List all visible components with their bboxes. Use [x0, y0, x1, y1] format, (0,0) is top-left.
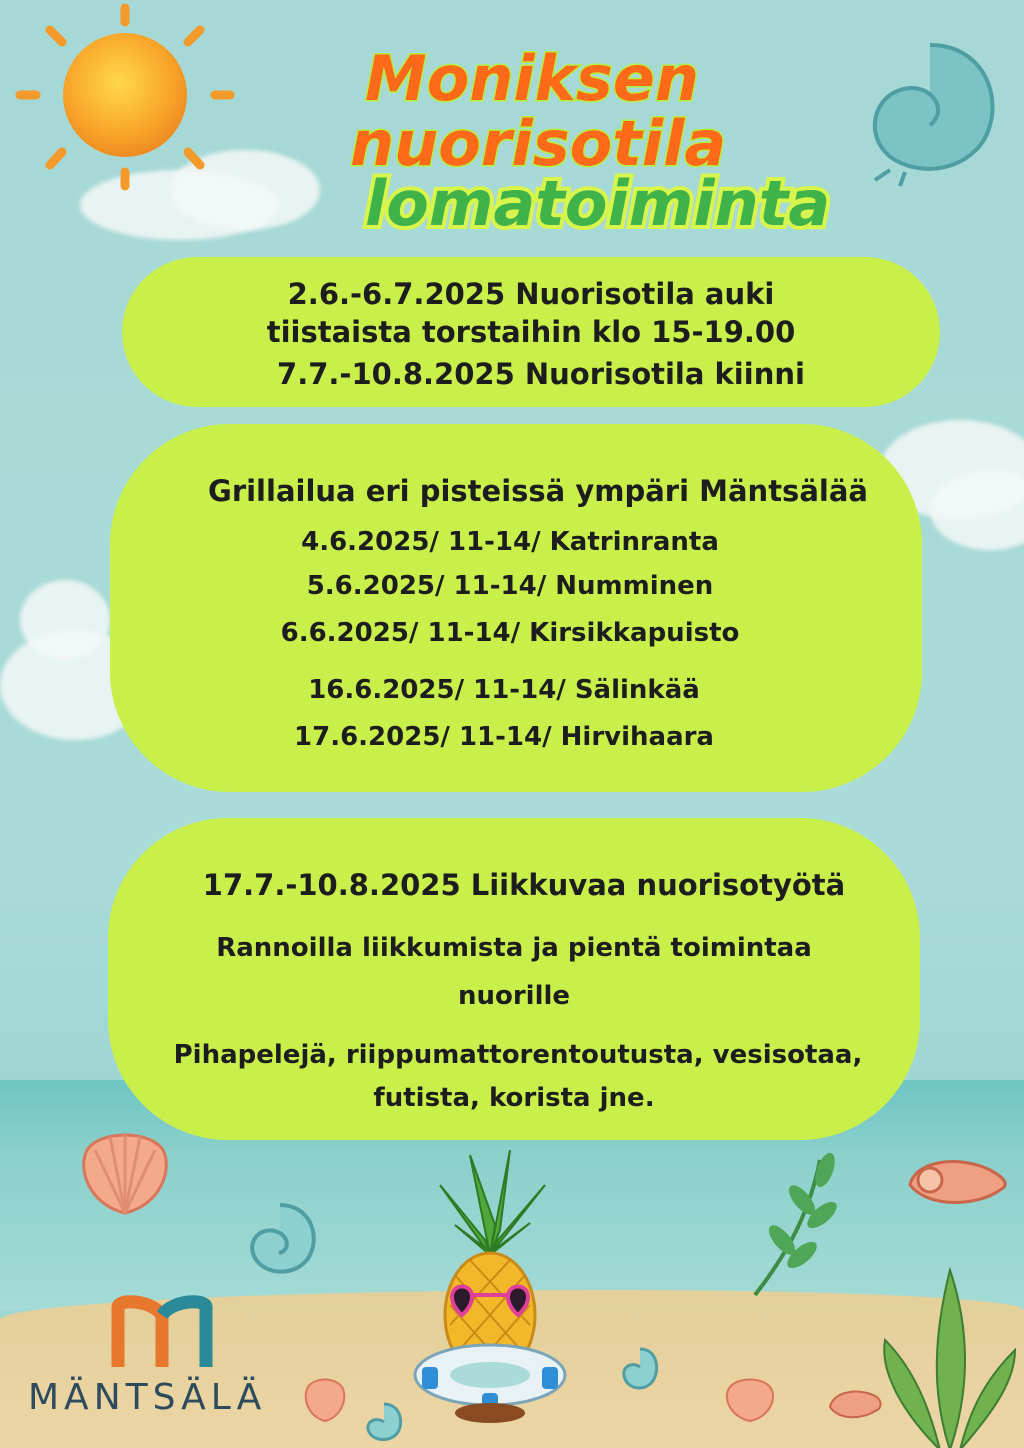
seashell-icon: [850, 30, 1010, 190]
activities-line-2: futista, korista jne.: [373, 1083, 655, 1113]
mobile-description-2: nuorille: [457, 981, 571, 1011]
closed-line: 7.7.-10.8.2025 Nuorisotila kiinni: [277, 357, 805, 391]
mobile-description-1: Rannoilla liikkumista ja pientä toimintaa: [216, 933, 812, 963]
scallop-shell-small-icon: [300, 1375, 350, 1425]
title-line-1: Moniksen: [365, 42, 700, 115]
title-line-2: nuorisotila: [350, 107, 727, 180]
cloud: [20, 580, 110, 660]
spiral-shell-small-icon: [362, 1400, 407, 1445]
grill-event: 4.6.2025/ 11-14/ Katrinranta: [301, 527, 719, 557]
scallop-shell-small-icon: [720, 1375, 780, 1425]
opening-hours-card: [122, 257, 940, 407]
grill-event: 5.6.2025/ 11-14/ Numminen: [306, 571, 714, 601]
grill-event: 17.6.2025/ 11-14/ Hirvihaara: [294, 722, 714, 752]
opening-line-1: 2.6.-6.7.2025 Nuorisotila auki: [287, 277, 775, 311]
activities-line-1: Pihapelejä, riippumattorentoutusta, vesisotaa,: [173, 1040, 863, 1070]
sun-icon: [10, 0, 240, 230]
opening-line-2: tiistaista torstaihin klo 15-19.00: [266, 315, 796, 349]
grill-event: 6.6.2025/ 11-14/ Kirsikkapuisto: [280, 618, 740, 648]
spiral-shell-small-icon: [618, 1345, 663, 1395]
grill-event: 16.6.2025/ 11-14/ Sälinkää: [308, 675, 700, 705]
palm-leaf-icon: [880, 1260, 1020, 1448]
mantsala-logo: [28, 1295, 288, 1425]
conch-shell-icon: [900, 1150, 1015, 1215]
spiral-shell-icon: [235, 1195, 325, 1285]
title-line-3: lomatoiminta: [365, 167, 831, 240]
conch-shell-small-icon: [825, 1385, 885, 1425]
grill-events-card: [110, 424, 922, 792]
mobile-youthwork-card: [108, 818, 920, 1140]
title-art: [325, 20, 845, 250]
mantsala-logo-mark: [110, 1295, 220, 1370]
pineapple-icon: [400, 1145, 580, 1435]
mantsala-logo-text: MÄNTSÄLÄ: [28, 1377, 267, 1418]
grill-heading: Grillailua eri pisteissä ympäri Mäntsälää: [208, 474, 868, 508]
mobile-heading: 17.7.-10.8.2025 Liikkuvaa nuorisotyötä: [202, 868, 846, 902]
leaf-branch-icon: [740, 1150, 860, 1300]
scallop-shell-icon: [75, 1125, 175, 1220]
